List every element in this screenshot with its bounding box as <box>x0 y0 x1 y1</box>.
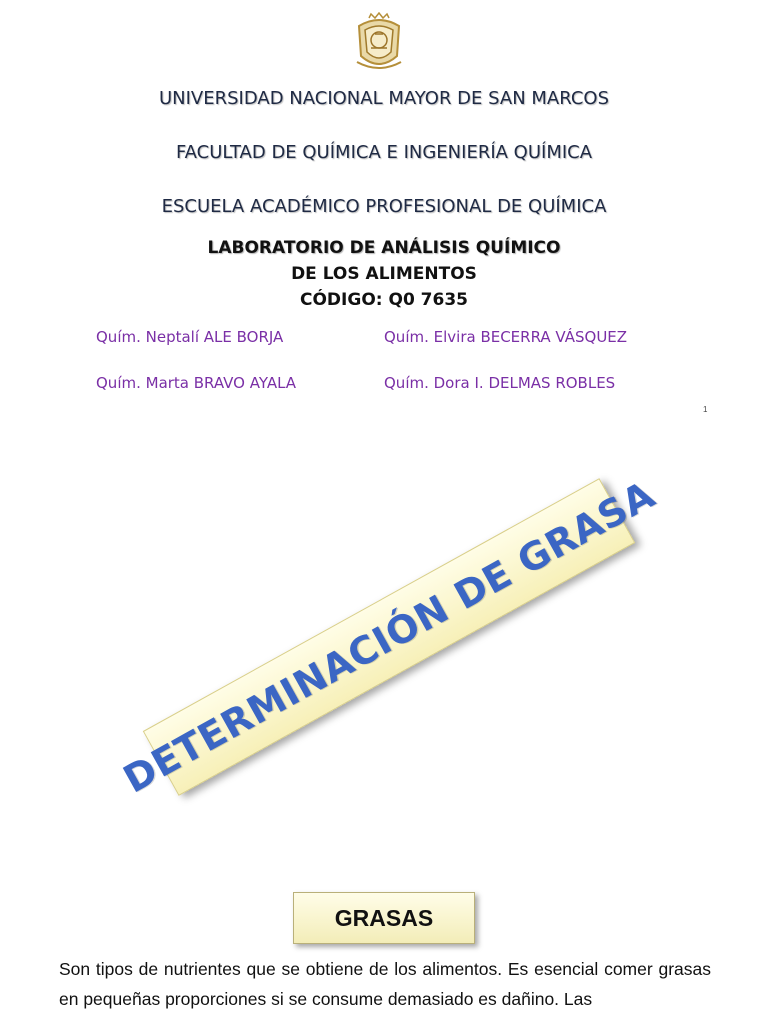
page-number: 1 <box>703 405 708 414</box>
lab-title-line-1: LABORATORIO DE ANÁLISIS QUÍMICO <box>207 238 561 258</box>
professor-name: Quím. Elvira BECERRA VÁSQUEZ <box>384 328 628 346</box>
professor-name: Quím. Dora I. DELMAS ROBLES <box>384 374 616 392</box>
faculty-name: FACULTAD DE QUÍMICA E INGENIERÍA QUÍMICA <box>175 142 593 163</box>
body-paragraph: Son tipos de nutrientes que se obtiene de los alimentos. Es esencial comer grasas en pequeñas proporciones si se consume demasiado es dañino. Las <box>59 959 711 1009</box>
title-banner <box>116 472 662 802</box>
university-seal-icon <box>351 12 407 76</box>
section-heading-box <box>293 892 475 944</box>
university-name: UNIVERSIDAD NACIONAL MAYOR DE SAN MARCOS <box>158 88 610 109</box>
professor-name: Quím. Neptalí ALE BORJA <box>96 328 284 346</box>
course-code: CÓDIGO: Q0 7635 <box>300 290 468 310</box>
banner-title: DETERMINACIÓN DE GRASA <box>116 472 662 802</box>
professor-name: Quím. Marta BRAVO AYALA <box>96 374 297 392</box>
lab-title-line-2: DE LOS ALIMENTOS <box>291 264 477 284</box>
section-heading: GRASAS <box>334 904 434 931</box>
school-name: ESCUELA ACADÉMICO PROFESIONAL DE QUÍMICA <box>161 196 607 217</box>
